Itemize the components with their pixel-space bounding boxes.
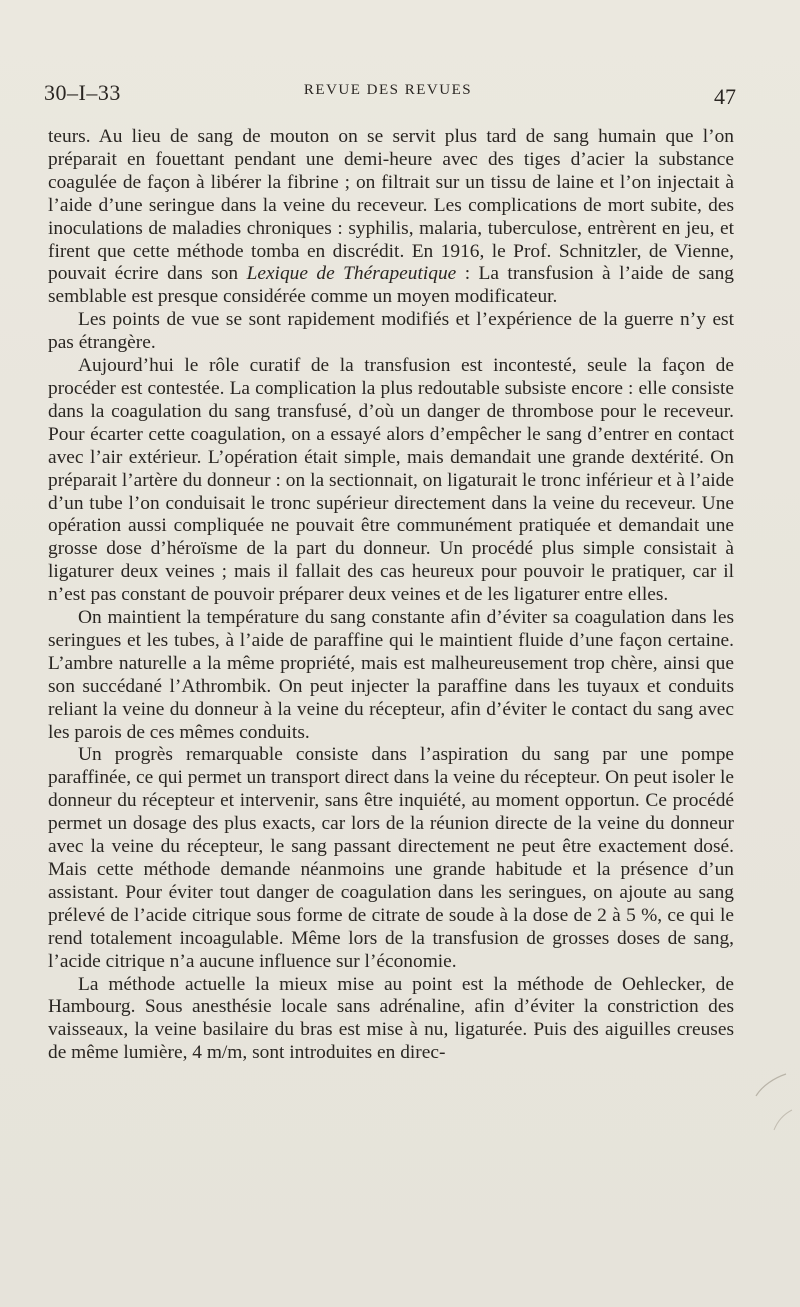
paragraph-6: La méthode actuelle la mieux mise au point est la méthode de Oehlecker, de Hambourg. Sous anesthésie locale sans adrénaline, afin d’éviter la constriction des vaisseaux, la veine basilaire du bras est mise à nu, ligaturée. Puis des aiguilles creuses de même lumière, 4 m/m, sont introduites en direc-	[48, 973, 734, 1064]
paragraph-2: Les points de vue se sont rapidement modifiés et l’expérience de la guerre n’y est pas étrangère.	[48, 309, 734, 354]
book-title: Lexique de Thérapeutique	[246, 263, 457, 285]
pencil-annotation-mark	[734, 1070, 794, 1140]
paragraph-3: Aujourd’hui le rôle curatif de la transfusion est incontesté, seule la façon de procéder est contestée. La complication la plus redoutable subsiste encore : elle consiste dans la coagulation du sang transfusé, d’où un danger de thrombose pour le receveur. Pour écarter cette coagulation, on a essayé alors d’empêcher le sang d’entrer en contact avec l’air extérieur. L’opération était simple, mais demandait une grande dextérité. On préparait l’artère du donneur : on la sectionnait, on ligaturait le tronc inférieur et à l’aide d’un tube l’on conduisait le tronc supérieur directement dans la veine du receveur. Une opération aussi compliquée ne pouvait être communément pratiquée et demandait une grosse dose d’héroïsme de la part du donneur. Un procédé plus simple consistait à ligaturer deux veines ; mais il fallait des cas heureux pour pouvoir le pratiquer, car il n’est pas constant de pouvoir préparer deux veines et de les ligaturer entre elles.	[48, 355, 734, 606]
page-number: 47	[714, 84, 736, 109]
page-header	[44, 78, 736, 109]
paragraph-5: Un progrès remarquable consiste dans l’aspiration du sang par une pompe paraffinée, ce qui permet un transport direct dans la veine du récepteur. On peut isoler le donneur du récepteur et intervenir, sans être inquiété, au moment opportun. Ce procédé permet un dosage des plus exacts, car lors de la réunion directe de la veine du donneur avec la veine du récepteur, le sang passant directement ne peut être exactement dosé. Mais cette méthode demande néanmoins une grande habitude et la présence d’un assistant. Pour éviter tout danger de coagulation dans les seringues, on ajoute au sang prélevé de l’acide citrique sous forme de citrate de soude à la dose de 2 à 5 %, ce qui le rend totalement incoagulable. Même lors de la transfusion de grosses doses de sang, l’acide citrique n’a aucune influence sur l’économie.	[48, 744, 734, 972]
paragraph-text: : La transfusion à l’aide de sang semblable est presque considérée comme un moyen modificateur.	[48, 263, 734, 308]
paragraph-1	[48, 126, 734, 309]
paragraph-text: teurs. Au lieu de sang de mouton on se servit plus tard de sang humain que l’on préparait en fouettant pendant une demi-heure avec des tiges d’acier la substance coagulée de façon à libérer la fibrine ; on filtrait sur un tissu de laine et l’on injectait à l’aide d’une seringue dans la veine du receveur. Les complications de mort subite, des inoculations de maladies chroniques : syphilis, malaria, tuberculose, entrèrent en jeu, et firent que cette méthode tomba en discrédit. En 1916, le Prof. Schnitzler, de Vienne, pouvait écrire dans son	[48, 126, 734, 285]
paragraph-4: On maintient la température du sang constante afin d’éviter sa coagulation dans les seringues et les tubes, à l’aide de paraffine qui le maintient fluide d’une façon certaine. L’ambre naturelle a la même propriété, mais est malheureusement trop chère, ainsi que son succédané l’Athrombik. On peut injecter la paraffine dans les tuyaux et conduits reliant la veine du donneur à la veine du récepteur, afin d’éviter le contact du sang avec les parois de ces mêmes conduits.	[48, 607, 734, 743]
article-body	[48, 126, 734, 1065]
issue-date: 30–I–33	[44, 80, 121, 105]
running-title: REVUE DES REVUES	[303, 82, 473, 98]
